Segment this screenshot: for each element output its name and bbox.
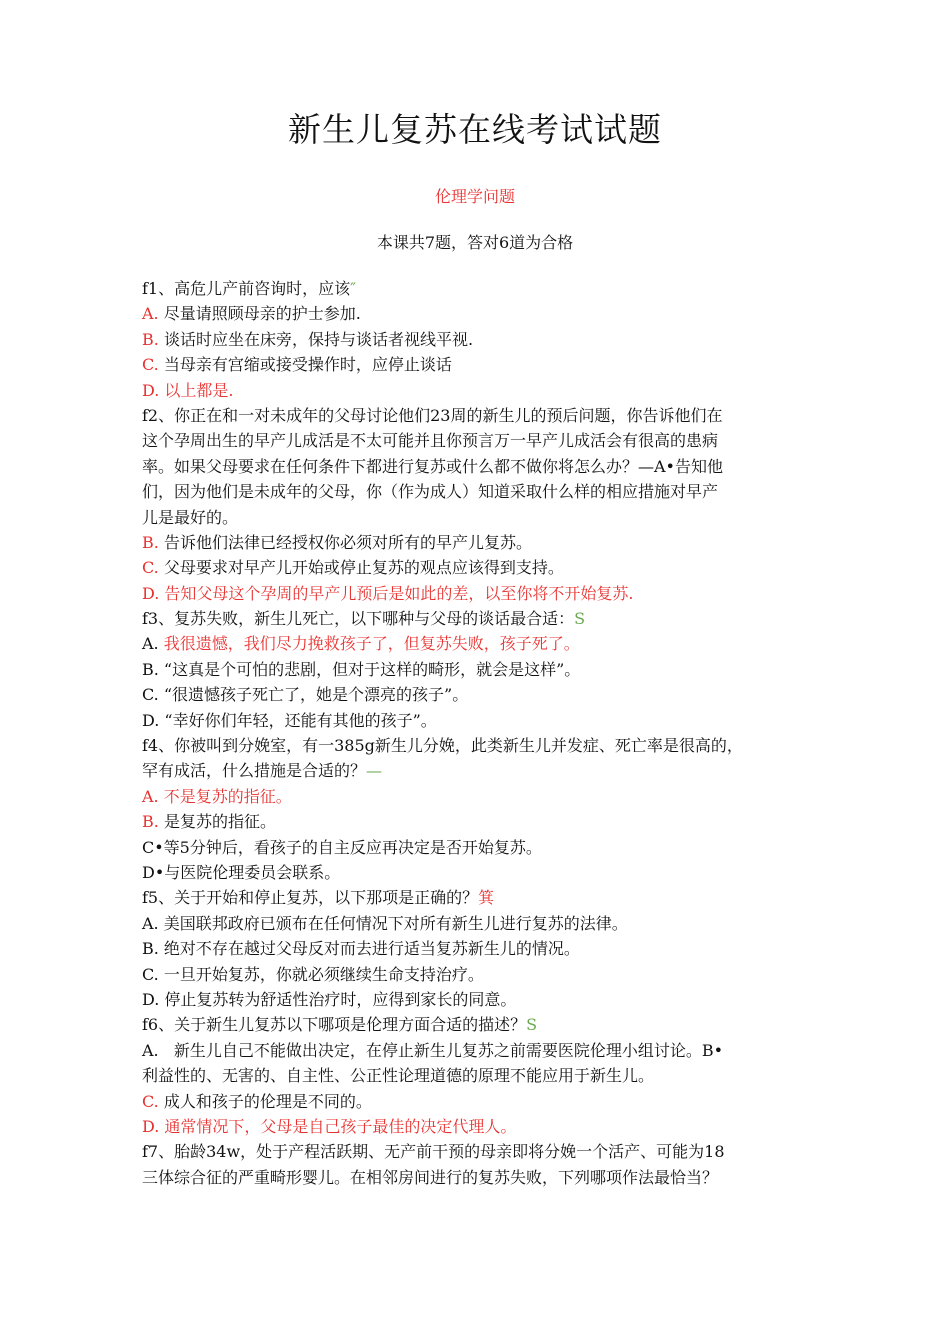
- question-4-option-a: A. 不是复苏的指征。: [142, 786, 292, 806]
- question-6-stem: f6、关于新生儿复苏以下哪项是伦理方面合适的描述？S: [142, 1015, 538, 1035]
- question-6-option-c: C. 成人和孩子的伦理是不同的。: [142, 1091, 372, 1111]
- question-5-option-c: C. 一旦开始复苏，你就必须继续生命支持治疗。: [142, 964, 484, 984]
- question-4-mark: —: [366, 761, 383, 781]
- question-2-option-b: B. 告诉他们法律已经授权你必须对所有的早产儿复苏。: [142, 532, 532, 552]
- question-6-option-a-line: A. 新生儿自己不能做出决定，在停止新生儿复苏之前需要医院伦理小组讨论。B•: [142, 1040, 724, 1060]
- question-1-option-c: C. 当母亲有宫缩或接受操作时，应停止谈话: [142, 355, 452, 375]
- question-2-stem-line-3: 率。如果父母要求在任何条件下都进行复苏或什么都不做你将怎么办？—A•告知他: [142, 456, 723, 476]
- question-2-option-a-line-2: 儿是最好的。: [142, 507, 239, 527]
- question-7-stem-line-1: f7、胎龄34w，处于产程活跃期、无产前干预的母亲即将分娩一个活产、可能为18: [142, 1142, 725, 1162]
- question-1-option-d: D. 以上都是.: [142, 380, 234, 400]
- question-2-option-c: C. 父母要求对早产儿开始或停止复苏的观点应该得到支持。: [142, 558, 564, 578]
- question-1-option-b: B. 谈话时应坐在床旁，保持与谈话者视线平视.: [142, 329, 474, 349]
- question-4-option-b: B. 是复苏的指征。: [142, 812, 276, 832]
- section-title: 伦理学问题: [434, 187, 515, 206]
- question-7-stem-line-2: 三体综合征的严重畸形婴儿。在相邻房间进行的复苏失败，下列哪项作法最恰当？: [142, 1167, 719, 1187]
- question-6-option-b-line: 利益性的、无害的、自主性、公正性论理道德的原理不能应用于新生儿。: [142, 1066, 655, 1086]
- question-3-option-d: D. “幸好你们年轻，还能有其他的孩子”。: [142, 710, 437, 730]
- question-3-mark: S: [574, 609, 586, 629]
- question-5-option-a: A. 美国联邦政府已颁布在任何情况下对所有新生儿进行复苏的法律。: [142, 913, 628, 933]
- question-4-stem-line-1: f4、你被叫到分娩室，有一385g新生儿分娩，此类新生儿并发症、死亡率是很高的，: [142, 736, 743, 756]
- question-3-option-a: A. 我很遗憾，我们尽力挽救孩子了，但复苏失败，孩子死了。: [142, 634, 580, 654]
- question-2-option-d: D. 告知父母这个孕周的早产儿预后是如此的差，以至你将不开始复苏.: [142, 583, 634, 603]
- question-list: [142, 276, 814, 1190]
- question-1-stem: f1、高危儿产前咨询时，应该″: [142, 279, 357, 298]
- question-2-stem-line-2: 这个孕周出生的早产儿成活是不太可能并且你预言万一早产儿成活会有很高的患病: [142, 431, 719, 451]
- question-4-stem-line-2: 罕有成活，什么措施是合适的？—: [142, 761, 383, 781]
- intro-text: 本课共7题，答对6道为合格: [376, 233, 574, 252]
- question-4-option-c: C•等5分钟后，看孩子的自主反应再决定是否开始复苏。: [142, 837, 542, 857]
- question-3-option-c: C. “很遗憾孩子死亡了，她是个漂亮的孩子”。: [142, 685, 469, 705]
- question-2-option-a-line-1: 们，因为他们是未成年的父母，你（作为成人）知道采取什么样的相应措施对早产: [142, 482, 719, 502]
- question-3-stem: f3、复苏失败，新生儿死亡，以下哪种与父母的谈话最合适：S: [142, 609, 586, 629]
- page-title: 新生儿复苏在线考试试题: [288, 110, 662, 149]
- question-5-option-d: D. 停止复苏转为舒适性治疗时，应得到家长的同意。: [142, 989, 517, 1009]
- question-5-stem: f5、关于开始和停止复苏，以下那项是正确的？箕: [142, 888, 495, 908]
- question-1-mark: ″: [350, 279, 357, 298]
- question-5-mark: 箕: [478, 888, 495, 908]
- question-2-stem-line-1: f2、你正在和一对未成年的父母讨论他们23周的新生儿的预后问题，你告诉他们在: [142, 405, 723, 425]
- question-1-option-a: A. 尽量请照顾母亲的护士参加.: [142, 304, 361, 324]
- question-6-option-d: D. 通常情况下，父母是自己孩子最佳的决定代理人。: [142, 1116, 517, 1136]
- question-3-option-b: B. “这真是个可怕的悲剧，但对于这样的畸形，就会是这样”。: [142, 659, 581, 679]
- question-4-option-d: D•与医院伦理委员会联系。: [142, 862, 341, 882]
- question-5-option-b: B. 绝对不存在越过父母反对而去进行适当复苏新生儿的情况。: [142, 939, 580, 959]
- question-6-mark: S: [526, 1015, 538, 1035]
